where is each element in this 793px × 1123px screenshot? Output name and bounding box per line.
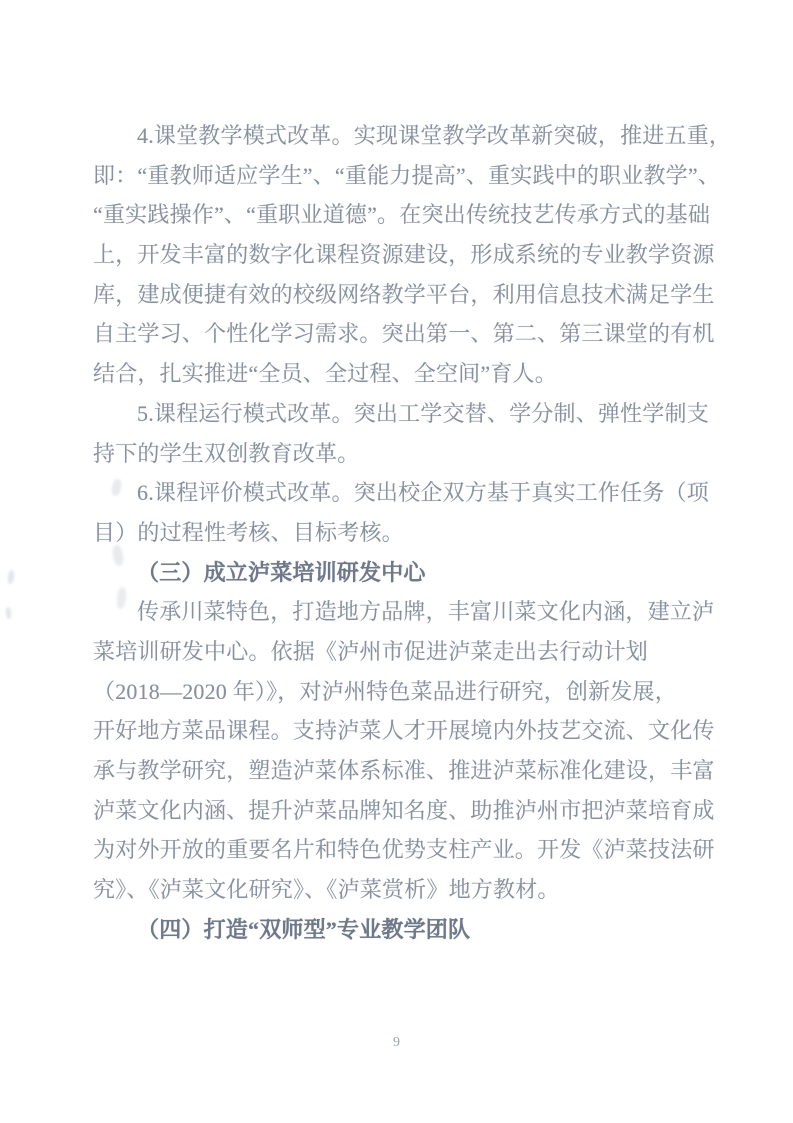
paragraph-line: 目）的过程性考核、目标考核。 (93, 519, 404, 545)
section-heading: （四）打造“双师型”专业教学团队 (137, 916, 471, 942)
scan-artifact (7, 570, 15, 585)
paragraph-line: 库，建成便捷有效的校级网络教学平台，利用信息技术满足学生 (93, 281, 715, 307)
paragraph-line: 究》、《泸菜文化研究》、《泸菜赏析》地方教材。 (93, 877, 560, 903)
paragraph-line: 即：“重教师适应学生”、“重能力提高”、重实践中的职业教学”、 (93, 162, 721, 188)
paragraph-line: 持下的学生双创教育改革。 (93, 440, 360, 466)
paragraph-line: 5.课程运行模式改革。突出工学交替、学分制、弹性学制支 (137, 400, 709, 426)
paragraph-line: 上，开发丰富的数字化课程资源建设，形成系统的专业教学资源 (93, 242, 715, 268)
paragraph-line: （2018—2020 年）》，对泸州特色菜品进行研究，创新发展， (93, 678, 677, 704)
page-footer (0, 1033, 793, 1051)
paragraph-line: 开好地方菜品课程。支持泸菜人才开展境内外技艺交流、文化传 (93, 718, 715, 744)
paragraph-line: 为对外开放的重要名片和特色优势支柱产业。开发《泸菜技法研 (93, 837, 715, 863)
page-number: 9 (393, 1035, 400, 1050)
paragraph-line: 泸菜文化内涵、提升泸菜品牌知名度、助推泸州市把泸菜培育成 (93, 797, 715, 823)
paragraph-line: 6.课程评价模式改革。突出校企双方基于真实工作任务（项 (137, 480, 709, 506)
scan-artifact (5, 607, 11, 619)
paragraph-line: 自主学习、个性化学习需求。突出第一、第二、第三课堂的有机 (93, 321, 715, 347)
paragraph-line: 承与教学研究，塑造泸菜体系标准、推进泸菜标准化建设，丰富 (93, 758, 715, 783)
paragraph-line: 4.课堂教学模式改革。实现课堂教学改革新突破，推进五重， (137, 123, 732, 148)
paragraph-line: 菜培训研发中心。依据《泸州市促进泸菜走出去行动计划 (93, 638, 649, 664)
paragraph-line: 传承川菜特色，打造地方品牌，丰富川菜文化内涵，建立泸 (137, 599, 715, 625)
paragraph-line: 结合，扎实推进“全员、全过程、全空间”育人。 (93, 361, 557, 387)
document-body (93, 116, 732, 949)
section-heading: （三）成立泸菜培训研发中心 (137, 559, 426, 585)
paragraph-line: “重实践操作”、“重职业道德”。在突出传统技艺传承方式的基础 (93, 202, 711, 228)
